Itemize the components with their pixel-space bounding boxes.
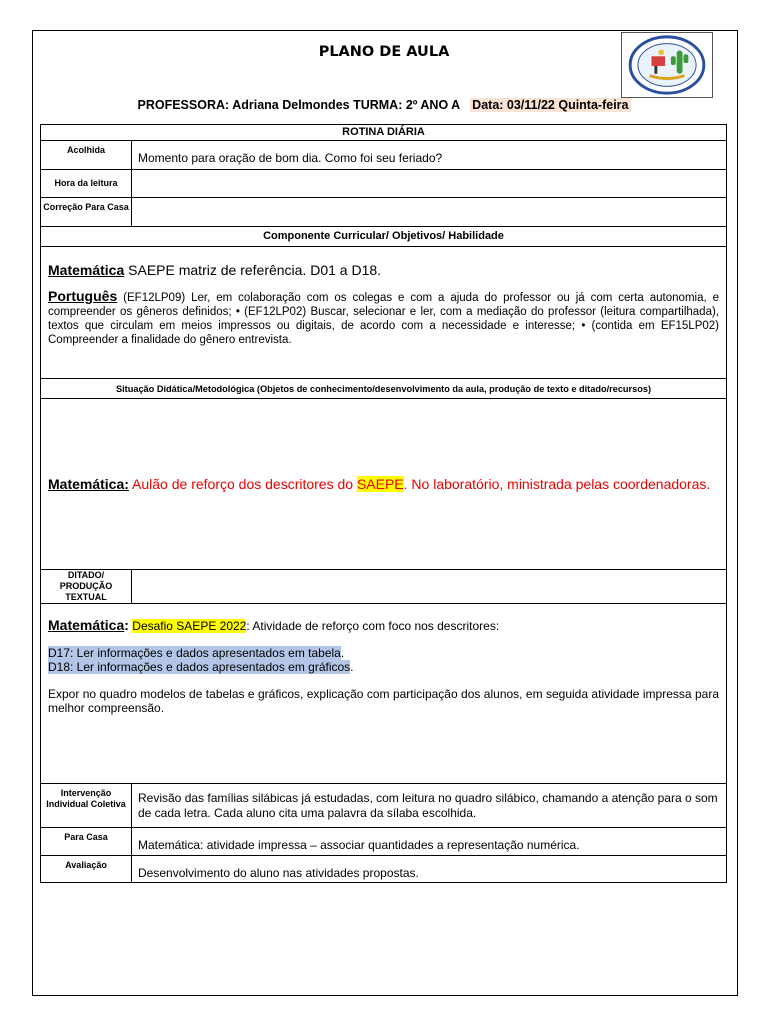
date-value: Data: 03/11/22 Quinta-feira	[472, 98, 629, 112]
professora-label: PROFESSORA:	[137, 98, 230, 112]
rotina-header-row	[41, 125, 727, 141]
componente-header-row	[41, 227, 727, 247]
desafio-highlight: Desafio SAEPE 2022	[132, 619, 247, 633]
hora-leitura-label: Hora da leitura	[41, 170, 132, 198]
acolhida-row	[41, 141, 727, 170]
matematica-label: Matemática	[48, 262, 125, 278]
descritor-d17: D17: Ler informações e dados apresentados em tabela	[48, 646, 341, 660]
correcao-value	[132, 198, 727, 227]
para-casa-row	[41, 828, 727, 856]
correcao-label: Correção Para Casa	[41, 198, 132, 227]
lesson-plan-table	[40, 124, 727, 883]
avaliacao-row	[41, 856, 727, 883]
descritor-d18: D18: Ler informações e dados apresentados em gráficos	[48, 660, 351, 674]
avaliacao-value: Desenvolvimento do aluno nas atividades propostas.	[132, 856, 727, 883]
atividade-matematica-label: Matemática	[48, 617, 125, 633]
situacao-text-after: . No laboratório, ministrada pelas coordenadoras.	[403, 476, 711, 492]
portugues-label: Português	[48, 288, 118, 304]
situacao-text	[48, 475, 719, 493]
atividade-colon: :	[124, 617, 129, 633]
componente-content	[41, 247, 727, 379]
situacao-matematica-label: Matemática:	[48, 476, 129, 492]
situacao-text-before: Aulão de reforço dos descritores do	[128, 476, 357, 492]
componente-content-row	[41, 247, 727, 379]
componente-title: Componente Curricular/ Objetivos/ Habilidade	[41, 227, 727, 247]
d18-period: .	[350, 660, 354, 674]
ditado-value	[132, 570, 727, 604]
professora-name: Adriana Delmondes	[232, 98, 350, 112]
atividade-row	[41, 604, 727, 784]
d17-period: .	[340, 646, 345, 660]
atividade-expor: Expor no quadro modelos de tabelas e gráficos, explicação com participação dos alunos, em seguida atividade impressa para melhor compreensão.	[48, 687, 719, 715]
acolhida-label: Acolhida	[41, 141, 132, 170]
school-logo-icon	[622, 33, 712, 97]
turma-value: 2º ANO A	[405, 98, 460, 112]
matematica-objetivo	[48, 261, 719, 279]
turma-label: TURMA:	[353, 98, 403, 112]
header-line	[0, 98, 768, 112]
situacao-content	[41, 399, 727, 570]
hora-leitura-value	[132, 170, 727, 198]
situacao-header-row	[41, 379, 727, 399]
portugues-objetivo-text: (EF12LP09) Ler, em colaboração com os colegas e com a ajuda do professor ou já com certa autonomia, e compreender os gêneros definidos; • (EF12LP02) Buscar, selecionar e ler, com a mediação do professor (leitura compartilhada), textos que circulam em meios impressos ou digitais, de acordo com a necessidade e interesse; • (contida em EF15LP02) Compreender a finalidade do gênero entrevista.	[48, 292, 719, 346]
ditado-row	[41, 570, 727, 604]
acolhida-value: Momento para oração de bom dia. Como foi seu feriado?	[132, 141, 727, 170]
school-logo	[621, 32, 713, 98]
avaliacao-label: Avaliação	[41, 856, 132, 883]
atividade-content	[41, 604, 727, 784]
ditado-label: DITADO/ PRODUÇÃO TEXTUAL	[41, 570, 132, 604]
correcao-row	[41, 198, 727, 227]
matematica-objetivo-text: SAEPE matriz de referência. D01 a D18.	[124, 262, 382, 278]
situacao-content-row	[41, 399, 727, 570]
situacao-title: Situação Didática/Metodológica (Objetos de conhecimento/desenvolvimento da aula, produção de texto e ditado/recursos)	[41, 379, 727, 399]
intervencao-value: Revisão das famílias silábicas já estudadas, com leitura no quadro silábico, chamando a atenção para o som de cada letra. Cada aluno cita uma palavra da sílaba escolhida.	[132, 784, 727, 828]
document-title: PLANO DE AULA	[318, 44, 450, 60]
hora-leitura-row	[41, 170, 727, 198]
saepe-highlight: SAEPE	[356, 476, 404, 492]
rotina-title: ROTINA DIÁRIA	[41, 125, 727, 141]
intervencao-row	[41, 784, 727, 828]
intervencao-label: Intervenção Individual Coletiva	[41, 784, 132, 828]
para-casa-label: Para Casa	[41, 828, 132, 856]
atividade-intro: : Atividade de reforço com foco nos descritores:	[246, 619, 500, 633]
portugues-objetivo	[48, 289, 719, 347]
para-casa-value: Matemática: atividade impressa – associar quantidades a representação numérica.	[132, 828, 727, 856]
